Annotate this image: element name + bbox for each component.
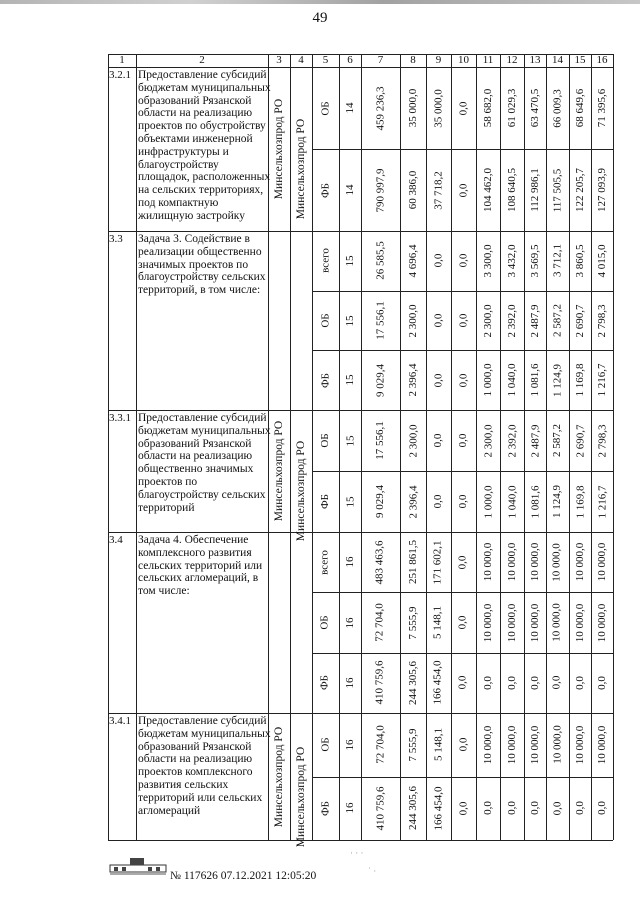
indicator-code: 14 <box>344 102 356 114</box>
description-line: реализации общественно <box>138 245 262 258</box>
funding-source: ОБ <box>318 313 331 328</box>
value-cell: 0,0 <box>529 801 541 816</box>
value-cell: 9 029,4 <box>373 363 386 397</box>
funding-source: ФБ <box>318 372 331 388</box>
value-cell: 61 029,3 <box>506 88 518 128</box>
value-cell: 108 640,5 <box>506 168 518 212</box>
subrow-line <box>312 777 613 778</box>
value-cell: 3 300,0 <box>481 244 494 278</box>
description-line: под компактную <box>138 196 219 209</box>
row-description <box>138 69 271 223</box>
value-cell: 0,0 <box>595 675 608 690</box>
value-cell: 1 040,0 <box>506 485 518 518</box>
value-cell: 10 000,0 <box>528 603 541 642</box>
indicator-code: 14 <box>344 184 356 196</box>
description-line: Задача 4. Обеспечение <box>138 534 249 546</box>
value-cell: 2 300,0 <box>481 304 494 337</box>
indicator-code: 16 <box>344 802 356 814</box>
description-line: жилищную застройку <box>138 209 245 222</box>
value-cell: 251 861,5 <box>406 540 419 585</box>
value-cell: 117 505,5 <box>551 168 563 212</box>
funding-source: ОБ <box>319 737 331 752</box>
value-cell: 58 682,0 <box>482 88 494 128</box>
value-cell: 2 587,2 <box>551 424 563 457</box>
value-cell: 72 704,0 <box>374 725 386 764</box>
row-description <box>138 233 266 297</box>
description-line: на сельских территориях, <box>138 184 264 197</box>
value-cell: 1 169,8 <box>574 485 586 518</box>
row-description <box>138 715 271 817</box>
description-line: территорий или сельских <box>138 791 263 804</box>
value-cell: 2 487,9 <box>528 304 541 337</box>
subrow-line <box>312 350 613 351</box>
header-cell: 3 <box>276 54 282 66</box>
description-line: благоустройству <box>138 158 219 171</box>
value-cell: 166 454,0 <box>431 660 444 705</box>
row-description <box>138 412 271 514</box>
value-cell: 127 093,9 <box>596 168 608 212</box>
value-cell: 244 305,6 <box>406 660 419 705</box>
value-cell: 10 000,0 <box>481 542 494 582</box>
value-cell: 0,0 <box>456 253 469 268</box>
value-cell: 9 029,4 <box>374 485 386 518</box>
page-number: 49 <box>312 10 328 26</box>
description-line: том числе: <box>138 585 190 598</box>
description-line: развития сельских <box>138 778 229 791</box>
value-cell: 68 649,6 <box>574 88 586 128</box>
value-cell: 166 454,0 <box>432 786 444 831</box>
header-cell: 4 <box>298 54 304 66</box>
value-cell: 0,0 <box>573 675 586 690</box>
description-line: площадок, расположенных <box>138 171 271 184</box>
value-cell: 72 704,0 <box>373 603 386 642</box>
value-cell: 0,0 <box>432 494 444 509</box>
description-line: проектов комплексного <box>138 766 253 779</box>
subrow-line <box>312 653 613 654</box>
description-line: Предоставление субсидий <box>138 412 267 424</box>
value-cell: 10 000,0 <box>595 542 608 582</box>
value-cell: 37 718,2 <box>432 170 444 210</box>
funding-source: ОБ <box>318 615 331 630</box>
value-cell: 1 081,6 <box>529 485 541 518</box>
value-cell: 0,0 <box>457 101 469 115</box>
value-cell: 410 759,6 <box>374 786 386 831</box>
value-cell: 0,0 <box>506 801 518 816</box>
description-line: территорий <box>138 501 195 514</box>
value-cell: 2 392,0 <box>506 424 518 457</box>
header-cell: 2 <box>199 54 205 66</box>
value-cell: 3 432,0 <box>505 244 518 278</box>
header-cell: 11 <box>482 54 494 66</box>
value-cell: 410 759,6 <box>373 660 386 705</box>
description-line: сельских агломераций, в <box>138 572 259 585</box>
value-cell: 1 124,9 <box>551 485 563 518</box>
row-number: 3.3.1 <box>109 412 131 424</box>
funding-source: ФБ <box>319 182 331 198</box>
description-line: области на реализацию <box>138 450 253 463</box>
description-line: комплексного развития <box>138 546 252 559</box>
description-line: территорий, в том числе: <box>138 284 261 297</box>
value-cell: 2 392,0 <box>505 304 518 337</box>
header-cell: 9 <box>435 54 442 66</box>
value-cell: 10 000,0 <box>505 603 518 642</box>
value-cell: 4 015,0 <box>595 244 608 278</box>
value-cell: 1 040,0 <box>505 363 518 397</box>
value-cell: 7 555,9 <box>407 728 419 762</box>
header-cell: 1 <box>119 54 125 66</box>
value-cell: 0,0 <box>482 801 494 816</box>
description-line: области на реализацию <box>138 107 253 120</box>
value-cell: 60 386,0 <box>407 170 419 210</box>
value-cell: 0,0 <box>456 615 469 630</box>
value-cell: 10 000,0 <box>596 725 608 764</box>
value-cell: 0,0 <box>432 433 444 448</box>
description-line: Предоставление субсидий <box>138 715 267 727</box>
value-cell: 2 587,2 <box>550 304 563 337</box>
value-cell: 0,0 <box>456 313 469 328</box>
value-cell: 0,0 <box>481 675 494 690</box>
funding-source: ОБ <box>319 433 331 448</box>
description-line: проектов по обустройству <box>138 120 266 133</box>
value-cell: 0,0 <box>551 801 563 816</box>
value-cell: 2 396,4 <box>406 363 419 397</box>
header-cell: 5 <box>322 54 329 66</box>
value-cell: 0,0 <box>456 373 469 388</box>
value-cell: 104 462,0 <box>482 168 494 212</box>
value-cell: 0,0 <box>457 801 469 816</box>
description-line: сельских территорий или <box>138 559 263 572</box>
row-number: 3.4.1 <box>109 715 131 727</box>
value-cell: 10 000,0 <box>481 603 494 642</box>
value-cell: 10 000,0 <box>550 603 563 642</box>
value-cell: 2 798,3 <box>595 304 608 337</box>
indicator-code: 16 <box>343 556 356 568</box>
scan-edge <box>0 0 640 4</box>
description-line: проектов по <box>138 475 198 488</box>
value-cell: 0,0 <box>457 494 469 509</box>
value-cell: 5 148,1 <box>432 728 444 762</box>
value-cell: 0,0 <box>457 737 469 752</box>
value-cell: 3 569,5 <box>528 244 541 278</box>
value-cell: 10 000,0 <box>482 725 494 764</box>
document-emblem-icon <box>108 855 168 875</box>
value-cell: 112 986,1 <box>529 168 541 212</box>
executor-label: Минсельхозпрод РО <box>295 118 307 220</box>
value-cell: 5 148,1 <box>431 606 444 640</box>
scan-specks: · · · <box>350 848 364 858</box>
value-cell: 0,0 <box>574 801 586 816</box>
row-number: 3.3 <box>109 233 123 245</box>
description-line: благоустройству сельских <box>138 488 266 501</box>
executor-label: Минсельхозпрод РО <box>273 726 285 827</box>
value-cell: 3 860,5 <box>573 244 586 278</box>
value-cell: 2 690,7 <box>574 424 586 457</box>
description-line: инфраструктуры и <box>138 145 229 158</box>
value-cell: 10 000,0 <box>505 542 518 582</box>
description-line: благоустройству сельских <box>138 271 266 284</box>
funding-source: ФБ <box>319 494 331 510</box>
description-line: Задача 3. Содействие в <box>138 233 250 245</box>
header-cell: 6 <box>347 54 353 66</box>
funding-source: ОБ <box>319 100 331 116</box>
value-cell: 10 000,0 <box>551 725 563 764</box>
value-cell: 171 602,1 <box>431 540 444 585</box>
value-cell: 0,0 <box>457 183 469 197</box>
header-cell: 12 <box>506 54 518 66</box>
value-cell: 0,0 <box>431 253 444 268</box>
executor-label: Минсельхозпрод РО <box>273 420 285 522</box>
value-cell: 0,0 <box>528 675 541 690</box>
funding-source: ФБ <box>319 800 331 816</box>
subrow-line <box>312 592 613 593</box>
value-cell: 10 000,0 <box>595 603 608 642</box>
budget-table <box>108 54 613 847</box>
executor-label: Минсельхозпрод РО <box>295 440 307 542</box>
value-cell: 10 000,0 <box>574 725 586 764</box>
description-line: значимых проектов по <box>138 258 249 271</box>
value-cell: 35 000,0 <box>432 88 444 128</box>
funding-source: всего <box>318 248 331 274</box>
value-cell: 4 696,4 <box>406 244 419 278</box>
table-vline <box>136 54 137 840</box>
value-cell: 10 000,0 <box>506 725 518 764</box>
table-hline <box>108 840 613 841</box>
value-cell: 2 798,3 <box>596 424 608 457</box>
value-cell: 2 300,0 <box>406 304 419 337</box>
value-cell: 0,0 <box>456 675 469 690</box>
value-cell: 0,0 <box>505 675 518 690</box>
row-description <box>138 534 262 598</box>
value-cell: 459 236,3 <box>374 86 386 130</box>
header-cell: 16 <box>596 54 608 66</box>
subrow-line <box>312 471 613 472</box>
description-line: бюджетам муниципальных <box>138 81 271 94</box>
description-line: бюджетам муниципальных <box>138 424 271 437</box>
row-number: 3.4 <box>109 534 123 546</box>
scan-specks-2: ˙ · <box>368 866 377 876</box>
value-cell: 0,0 <box>457 433 469 448</box>
value-cell: 71 395,6 <box>596 88 608 128</box>
indicator-code: 15 <box>343 374 356 386</box>
indicator-code: 16 <box>343 677 356 689</box>
description-line: бюджетам муниципальных <box>138 727 271 740</box>
header-cell: 13 <box>529 54 541 66</box>
indicator-code: 15 <box>343 255 356 267</box>
value-cell: 26 585,5 <box>373 241 386 281</box>
value-cell: 7 555,9 <box>406 606 419 640</box>
description-line: Предоставление субсидий <box>138 69 267 81</box>
indicator-code: 15 <box>343 315 356 326</box>
description-line: объектами инженерной <box>138 132 253 145</box>
value-cell: 0,0 <box>456 555 469 570</box>
indicator-code: 16 <box>343 617 356 629</box>
indicator-code: 16 <box>344 739 356 751</box>
value-cell: 0,0 <box>550 675 563 690</box>
value-cell: 10 000,0 <box>573 542 586 582</box>
value-cell: 17 556,1 <box>374 421 386 460</box>
executor-label: Минсельхозпрод РО <box>273 98 285 200</box>
funding-source: всего <box>318 549 331 575</box>
value-cell: 1 216,7 <box>596 485 608 518</box>
value-cell: 483 463,6 <box>373 540 386 585</box>
value-cell: 1 169,8 <box>573 363 586 397</box>
description-line: агломераций <box>138 804 201 817</box>
document-registration-stamp: № 117626 07.12.2021 12:05:20 <box>170 870 317 882</box>
header-cell: 15 <box>574 54 586 66</box>
value-cell: 2 396,4 <box>407 485 419 518</box>
value-cell: 3 712,1 <box>550 244 563 278</box>
header-cell: 14 <box>552 54 563 66</box>
value-cell: 0,0 <box>596 801 608 816</box>
value-cell: 1 000,0 <box>482 485 494 518</box>
value-cell: 63 470,5 <box>529 88 541 128</box>
value-cell: 10 000,0 <box>573 603 586 642</box>
indicator-code: 15 <box>344 496 356 507</box>
executor-label: Минсельхозпрод РО <box>295 746 307 847</box>
header-cell: 10 <box>458 54 469 66</box>
value-cell: 244 305,6 <box>407 786 419 831</box>
subrow-line <box>312 291 613 292</box>
value-cell: 10 000,0 <box>550 542 563 582</box>
value-cell: 66 009,3 <box>551 88 563 128</box>
value-cell: 790 997,9 <box>374 168 386 212</box>
row-number: 3.2.1 <box>109 69 131 81</box>
value-cell: 0,0 <box>431 373 444 388</box>
value-cell: 2 300,0 <box>407 424 419 457</box>
description-line: образований Рязанской <box>138 94 252 107</box>
value-cell: 17 556,1 <box>373 301 386 340</box>
description-line: образований Рязанской <box>138 437 252 450</box>
value-cell: 10 000,0 <box>529 725 541 764</box>
description-line: области на реализацию <box>138 753 253 766</box>
header-cell: 7 <box>377 54 384 66</box>
value-cell: 1 216,7 <box>595 363 608 397</box>
description-line: образований Рязанской <box>138 740 252 753</box>
value-cell: 2 300,0 <box>482 424 494 457</box>
value-cell: 2 487,9 <box>529 424 541 457</box>
value-cell: 1 000,0 <box>481 363 494 397</box>
indicator-code: 15 <box>344 435 356 446</box>
value-cell: 1 081,6 <box>528 363 541 397</box>
value-cell: 10 000,0 <box>528 542 541 582</box>
value-cell: 35 000,0 <box>407 88 419 128</box>
value-cell: 2 690,7 <box>573 304 586 337</box>
subrow-line <box>312 149 613 150</box>
value-cell: 122 205,7 <box>574 168 586 212</box>
description-line: общественно значимых <box>138 463 254 476</box>
value-cell: 0,0 <box>431 313 444 328</box>
funding-source: ФБ <box>318 675 331 691</box>
header-cell: 8 <box>410 54 416 66</box>
value-cell: 1 124,9 <box>550 363 563 397</box>
